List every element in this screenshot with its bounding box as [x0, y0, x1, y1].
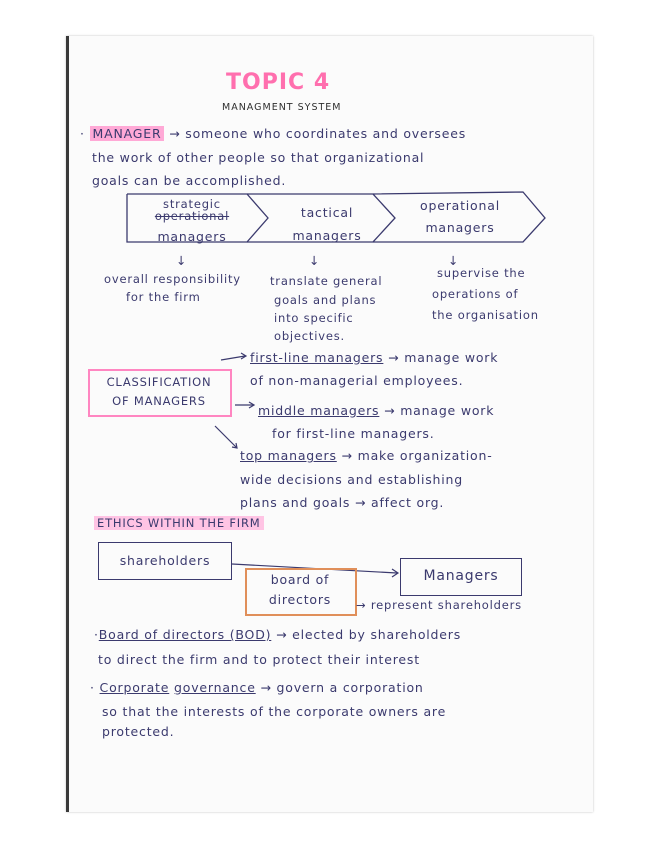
bod-bullet-line2: to direct the firm and to protect their interest	[98, 652, 420, 667]
board-line1: board of	[270, 572, 330, 587]
first-line-desc: of non-managerial employees.	[250, 373, 464, 388]
tactical-desc-line: goals and plans	[274, 293, 377, 307]
middle-row: middle managers → manage work	[258, 403, 495, 418]
tactical-desc-line: objectives.	[274, 329, 345, 343]
managers-label: Managers	[423, 568, 499, 584]
bod-term: Board of directors (BOD)	[98, 627, 272, 642]
level-strategic-label1: strategic	[163, 197, 221, 211]
classification-line2: OF MANAGERS	[112, 394, 206, 408]
level-strategic-crossed: operational	[154, 209, 230, 223]
cg-bullet-line2: so that the interests of the corporate owners are	[102, 704, 447, 719]
middle-term: middle managers	[258, 403, 380, 418]
middle-desc: for first-line managers.	[272, 426, 435, 441]
operational-desc-line: supervise the	[437, 266, 526, 280]
down-arrow-icon: ↓	[309, 253, 321, 268]
page-title: TOPIC 4	[226, 70, 331, 95]
first-line-row: first-line managers → manage work	[250, 350, 499, 365]
tactical-desc-line: into specific	[274, 311, 354, 325]
cg-term-a: Corporate	[99, 680, 170, 695]
tactical-desc-line: translate general	[270, 274, 383, 288]
manager-definition-line2: the work of other people so that organizational	[92, 150, 425, 165]
level-tactical-label1: tactical	[300, 205, 354, 220]
level-operational-label1: operational	[420, 198, 500, 213]
first-line-term: first-line managers	[250, 350, 384, 365]
level-tactical-label2: managers	[292, 228, 362, 243]
bod-bullet-line1: ·Board of directors (BOD) → elected by shareholders	[94, 627, 462, 642]
top-row: top managers → make organization-	[240, 448, 493, 463]
cg-term-b: governance	[174, 680, 256, 695]
classification-line1: CLASSIFICATION	[106, 375, 212, 389]
strategic-desc-line: for the firm	[126, 290, 201, 304]
top-term: top managers	[240, 448, 337, 463]
manager-term: MANAGER	[90, 126, 165, 141]
strategic-desc-line: overall responsibility	[104, 272, 241, 286]
shareholders-label: shareholders	[119, 553, 211, 568]
operational-desc-line: the organisation	[432, 308, 539, 322]
page-subtitle: MANAGMENT SYSTEM	[222, 102, 342, 113]
cg-bullet-line3: protected.	[102, 724, 175, 739]
manager-definition-line1: · MANAGER → someone who coordinates and oversees	[80, 126, 467, 141]
down-arrow-icon: ↓	[448, 253, 460, 268]
manager-definition-line3: goals can be accomplished.	[92, 173, 287, 188]
branch-arrows	[215, 350, 255, 460]
top-desc-line3: plans and goals → affect org.	[240, 495, 445, 510]
level-strategic-label2: managers	[157, 229, 227, 244]
level-operational-label2: managers	[425, 220, 495, 235]
board-note: → represent shareholders	[356, 598, 522, 612]
down-arrow-icon: ↓	[176, 253, 188, 268]
top-desc-line2: wide decisions and establishing	[240, 472, 464, 487]
ethics-heading: ETHICS WITHIN THE FIRM	[94, 516, 264, 530]
cg-bullet-line1: · Corporate governance → govern a corporation	[90, 680, 424, 695]
board-line2: directors	[268, 592, 332, 607]
operational-desc-line: operations of	[432, 287, 519, 301]
